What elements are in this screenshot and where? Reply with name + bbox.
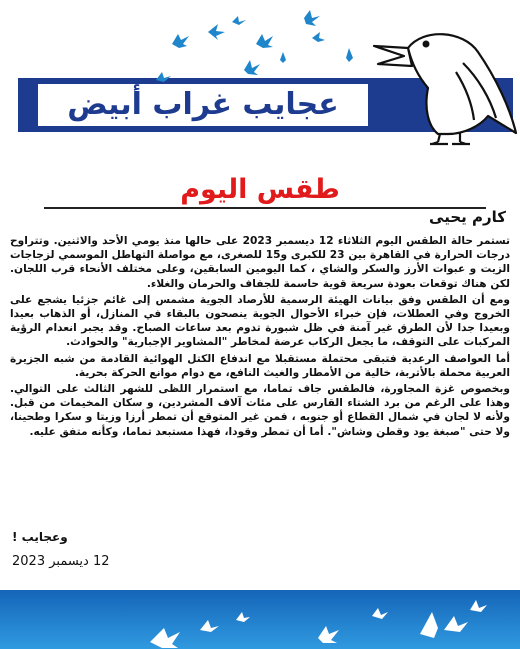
title-divider <box>44 207 486 209</box>
signoff: وعجايب ! <box>12 530 68 544</box>
header <box>0 0 520 150</box>
article-date: 12 ديسمبر 2023 <box>12 554 110 569</box>
white-crow-icon <box>368 8 518 148</box>
crow-eye <box>423 41 430 48</box>
page-title: طقس اليوم <box>180 174 340 205</box>
author-name: كارم يحيى <box>429 208 506 226</box>
banner-title: عجايب غراب أبيض <box>67 87 339 122</box>
flying-birds-icon <box>0 0 360 90</box>
paragraph: تستمر حالة الطقس اليوم الثلاثاء 12 ديسمبر 2023 على حالها منذ يومي الأحد والاثنين. وتتراوح درجات الحرارة في القاهرة بين 23 للكبرى و15 للصغرى، مع مواصلة التهاطل الموسمي لزجاجات الزيت و عبوات الأرز والسكر والشاي ، كما اليومين السابقين، وعلى مختلف الأنحاء قرب اللجان. لكن هناك توقعات بعودة سريعة قوية حاسمة للجفاف والحرمان والغلاء. <box>10 235 511 290</box>
article-body <box>10 234 510 441</box>
footer-sky-birds <box>0 590 520 649</box>
paragraph: ومع أن الطقس وفق بيانات الهيئة الرسمية للأرصاد الجوية مشمس إلى غائم جزئيا يشجع على الخروج وفي العطلات، فإن خبراء الأحوال الجوية ينصحون بالبقاء في المنازل، أو الذهاب بعيدا وبعيدا جدا لأن الطرق غير آمنة في ظل شبورة تدوم بعد ساعات الصباح. وقد يجبر انعدام الرؤية المركبات على التوقف، ما يجعل الركاب عرضة لمخاطر "المشاوير الإجبارية" والحوادث. <box>10 293 510 349</box>
paragraph: وبخصوص غزة المجاورة، فالطقس جاف تماما، مع استمرار اللظى للشهر الثالث على التوالي. وهذا على الرغم من برد الشتاء القارس على مئات آلاف المشردين، و سكان المخيمات من قبل. ولأنه لا لجان في شمال القطاع أو جنوبه ، فمن غير المتوقع أن تمطر أرزا وزيتا و سكرا وطحينا، ولا حتى "صبغة يود وقطن وشاش". أما أن تمطر وقودا، فهذا مستبعد تماما، وكأنه متفق عليه. <box>10 383 510 438</box>
paragraph: أما العواصف الرعدية فتبقى محتملة مستقبلا مع اندفاع الكتل الهوائية القادمة من شبه الجزيرة العربية محملة بالأتربة، خالية من الأمطار والغيث النافع، مع دوام موانع الحركة بحرية. <box>10 352 510 379</box>
